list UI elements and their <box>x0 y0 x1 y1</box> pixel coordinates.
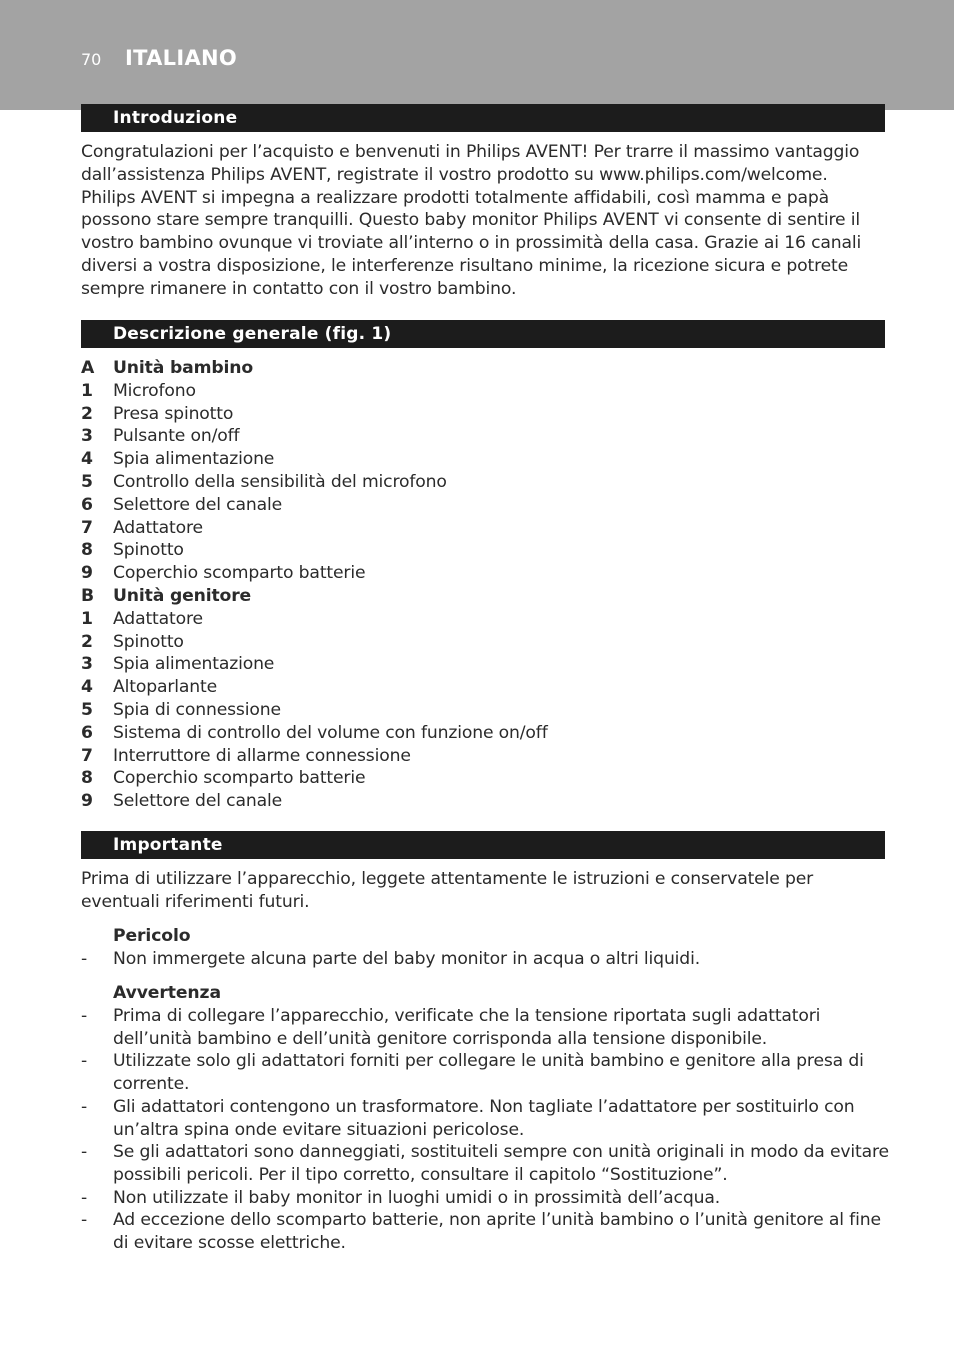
parts-item-label: Sistema di controllo del volume con funzione on/off <box>113 722 548 743</box>
intro-paragraph: Philips AVENT si impegna a realizzare prodotti totalmente affidabili, così mamma e papà possono stare sempre tranquilli. Questo baby monitor Philips AVENT vi consente di sentire il vostro bambino ovunque vi troviate all’interno o in prossimità della casa. Grazie ai 16 canali diversi a vostra disposizione, le interferenze risultano minime, la ricezione sicura e potrete sempre rimanere in contatto con il vostro bambino. <box>81 187 862 299</box>
parts-item-label: Spia di connessione <box>113 700 281 720</box>
parts-item-key: 9 <box>81 791 93 812</box>
parts-item-key: 2 <box>81 403 93 424</box>
parts-item-key: 5 <box>81 472 93 492</box>
parts-item-label: Spia alimentazione <box>113 449 275 470</box>
important-intro: Prima di utilizzare l’apparecchio, leggete attentamente le istruzioni e conservatele per eventuali riferimenti futuri. <box>81 869 814 912</box>
parts-item-key: B <box>81 586 94 606</box>
parts-item-label: Interruttore di allarme connessione <box>113 745 411 766</box>
warning-item <box>81 1096 891 1142</box>
parts-item-key: 2 <box>81 631 93 652</box>
parts-item-key: 7 <box>81 745 93 766</box>
warning-item-text: Gli adattatori contengono un trasformatore. Non tagliate l’adattatore per sostituirlo con un’altra spina onde evitare situazioni pericolose. <box>113 1097 855 1140</box>
warning-item <box>81 1187 891 1210</box>
parts-item-label: Spinotto <box>113 631 184 652</box>
parts-item-key: 4 <box>81 677 93 698</box>
intro-paragraph: Congratulazioni per l’acquisto e benvenuti in Philips AVENT! Per trarre il massimo vantaggio dall’assistenza Philips AVENT, registrate il vostro prodotto su www.philips.com/welcome. <box>81 142 860 185</box>
page-number: 70 <box>81 50 102 69</box>
bullet-dash: - <box>81 1051 88 1071</box>
parts-item-label: Coperchio scomparto batterie <box>113 768 366 789</box>
danger-title: Pericolo <box>113 926 191 946</box>
bullet-dash: - <box>81 1006 88 1026</box>
section-heading-importante: Importante <box>81 831 885 859</box>
parts-item-key: A <box>81 358 95 378</box>
language-title: ITALIANO <box>125 46 238 70</box>
parts-item-key: 6 <box>81 494 93 515</box>
parts-item-key: 7 <box>81 517 93 538</box>
danger-item <box>81 948 891 971</box>
bullet-dash: - <box>81 1097 88 1117</box>
parts-item-key: 8 <box>81 540 93 561</box>
warning-title: Avvertenza <box>113 983 221 1003</box>
parts-item-label: Microfono <box>113 380 196 401</box>
warning-item <box>81 1050 891 1096</box>
parts-item-label: Adattatore <box>113 517 203 538</box>
bullet-dash: - <box>81 949 88 969</box>
warning-item-text: Se gli adattatori sono danneggiati, sostituiteli sempre con unità originali in modo da evitare possibili pericoli. Per il tipo corretto, consultare il capitolo “Sostituzione”. <box>113 1142 889 1185</box>
parts-item-label: Spia alimentazione <box>113 654 275 675</box>
parts-item-label: Adattatore <box>113 608 203 629</box>
intro-text <box>81 141 891 301</box>
parts-item-key: 9 <box>81 563 93 584</box>
parts-item-key: 6 <box>81 722 93 743</box>
parts-item-key: 8 <box>81 768 93 789</box>
bullet-dash: - <box>81 1188 88 1208</box>
parts-item-key: 1 <box>81 608 93 629</box>
section-heading-descrizione: Descrizione generale (fig. 1) <box>81 320 885 348</box>
parts-item-label: Coperchio scomparto batterie <box>113 563 366 584</box>
warning-item-text: Utilizzate solo gli adattatori forniti per collegare le unità bambino e genitore alla presa di corrente. <box>113 1051 864 1094</box>
section-heading-introduzione: Introduzione <box>81 104 885 132</box>
warning-item-text: Ad eccezione dello scomparto batterie, non aprite l’unità bambino o l’unità genitore al fine di evitare scosse elettriche. <box>113 1210 881 1253</box>
parts-item-key: 3 <box>81 426 93 447</box>
parts-item-key: 4 <box>81 449 93 470</box>
warning-item-text: Non utilizzate il baby monitor in luoghi umidi o in prossimità dell’acqua. <box>113 1188 721 1208</box>
parts-item-key: 1 <box>81 380 93 401</box>
warning-item <box>81 1005 891 1051</box>
danger-item-text: Non immergete alcuna parte del baby monitor in acqua o altri liquidi. <box>113 949 701 969</box>
parts-item-label: Unità genitore <box>113 586 252 606</box>
parts-item-label: Spinotto <box>113 540 184 561</box>
warning-item-text: Prima di collegare l’apparecchio, verificate che la tensione riportata sugli adattatori dell’unità bambino e dell’unità genitore corrisponda alla tensione disponibile. <box>113 1006 821 1049</box>
parts-item-key: 3 <box>81 654 93 675</box>
bullet-dash: - <box>81 1210 88 1230</box>
bullet-dash: - <box>81 1142 88 1162</box>
parts-item-label: Controllo della sensibilità del microfono <box>113 472 447 492</box>
parts-item-label: Altoparlante <box>113 677 218 698</box>
warning-item <box>81 1141 891 1187</box>
parts-item-label: Pulsante on/off <box>113 426 240 447</box>
warning-item <box>81 1209 891 1255</box>
parts-item-label: Selettore del canale <box>113 791 283 812</box>
parts-item-label: Presa spinotto <box>113 403 234 424</box>
parts-item-label: Selettore del canale <box>113 494 283 515</box>
parts-item-label: Unità bambino <box>113 358 253 378</box>
parts-item-key: 5 <box>81 700 93 720</box>
